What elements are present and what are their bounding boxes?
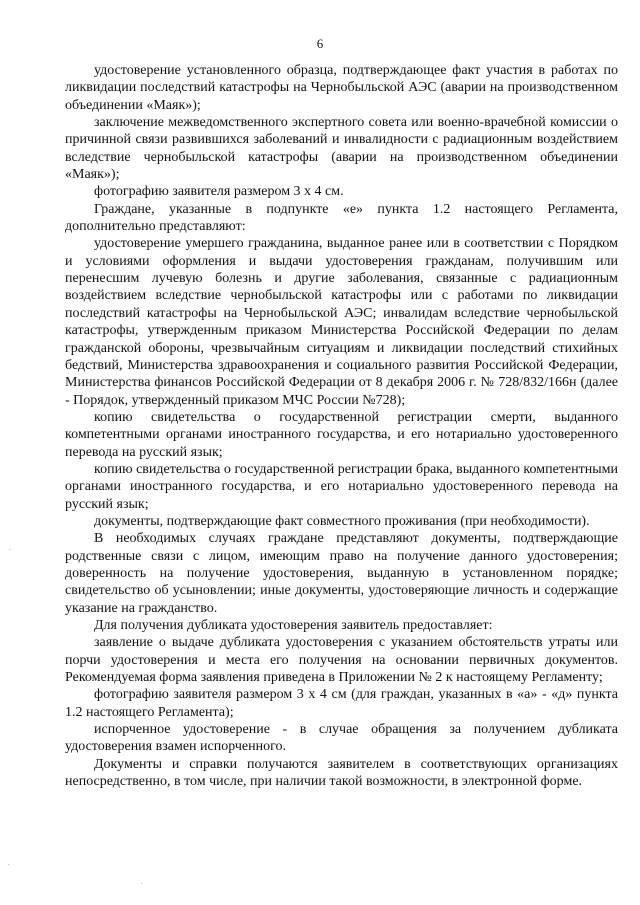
document-body (65, 62, 618, 790)
paragraph-damaged-certificate: испорченное удостоверение - в случае обращения за получением дубликата удостоверения взамен испорченного. (65, 722, 618, 755)
page-number: 6 (316, 36, 324, 51)
scan-mark-bottom-middle: · (140, 879, 144, 890)
paragraph-duplicate-photo: фотографию заявителя размером 3 х 4 см (для граждан, указанных в «а» - «д» пункта 1.2 настоящего Регламента); (65, 687, 618, 720)
paragraph-cohabitation-documents: документы, подтверждающие факт совместного проживания (при необходимости). (94, 513, 590, 529)
paragraph-photo-requirement: фотографию заявителя размером 3 х 4 см. (94, 184, 344, 200)
paragraph-documents-obtained: Документы и справки получаются заявителем в соответствующих организациях непосредственно, в том числе, при наличии такой возможности, в электронной форме. (65, 756, 618, 790)
paragraph-duplicate-intro: Для получения дубликата удостоверения заявитель предоставляет: (94, 618, 493, 633)
scan-mark-left: · (8, 545, 12, 556)
paragraph-necessary-cases: В необходимых случаях граждане представляют документы, подтверждающие родственные связи с лицом, имеющим право на получение данного удостоверения; доверенность на получение удостоверения, выданную в установленном порядке; свидетельство об усыновлении; иные документы, удостоверяющие личность и содержащие указание на гражданство. (65, 531, 618, 616)
paragraph-marriage-registration-copy: копию свидетельства о государственной регистрации брака, выданного компетентными органами иностранного государства, и его нотариально удостоверенного перевода на русский язык; (65, 461, 618, 512)
paragraph-citizens-subpoint-e: Граждане, указанные в подпункте «е» пункта 1.2 настоящего Регламента, дополнительно представляют: (65, 201, 618, 235)
paragraph-expert-council-conclusion: заключение межведомственного экспертного совета или военно-врачебной комиссии о причинной связи развившихся заболеваний и инвалидности с радиационным воздействием вследствие чернобыльской катастрофы (аварии на производственном объединении «Маяк»); (65, 115, 618, 183)
paragraph-duplicate-application: заявление о выдаче дубликата удостоверения с указанием обстоятельств утраты или порчи удостоверения и места его получения на основании первичных документов. Рекомендуемая форма заявления приведена в Приложении № 2 к настоящему Регламенту; (65, 635, 618, 686)
paragraph-chernobyl-certificate: удостоверение установленного образца, подтверждающее факт участия в работах по ликвидации последствий катастрофы на Чернобыльской АЭС (аварии на производственном объединении «Маяк»); (65, 63, 618, 113)
paragraph-deceased-certificate: удостоверение умершего гражданина, выданное ранее или в соответствии с Порядком и условиями оформления и выдачи удостоверения гражданам, получившим или перенесшим лучевую болезнь и другие заболевания, связанные с радиационным воздействием вследствие чернобыльской катастрофы или с работами по ликвидации последствий катастрофы на Чернобыльской АЭС; инвалидам вследствие чернобыльской катастрофы, утвержденным приказом Министерства Российской Федерации по делам гражданской обороны, чрезвычайным ситуациям и ликвидации последствий стихийных бедствий, Министерства здравоохранения и социального развития Российской Федерации, Министерства финансов Российской Федерации от 8 декабря 2006 г. № 728/832/166н (далее - Порядок, утвержденный приказом МЧС России №728); (65, 236, 618, 408)
paragraph-death-registration-copy: копию свидетельства о государственной регистрации смерти, выданного компетентными органами иностранного государства, и его нотариально удостоверенного перевода на русский язык; (65, 409, 618, 460)
scan-mark-bottom-left: · (7, 860, 11, 871)
